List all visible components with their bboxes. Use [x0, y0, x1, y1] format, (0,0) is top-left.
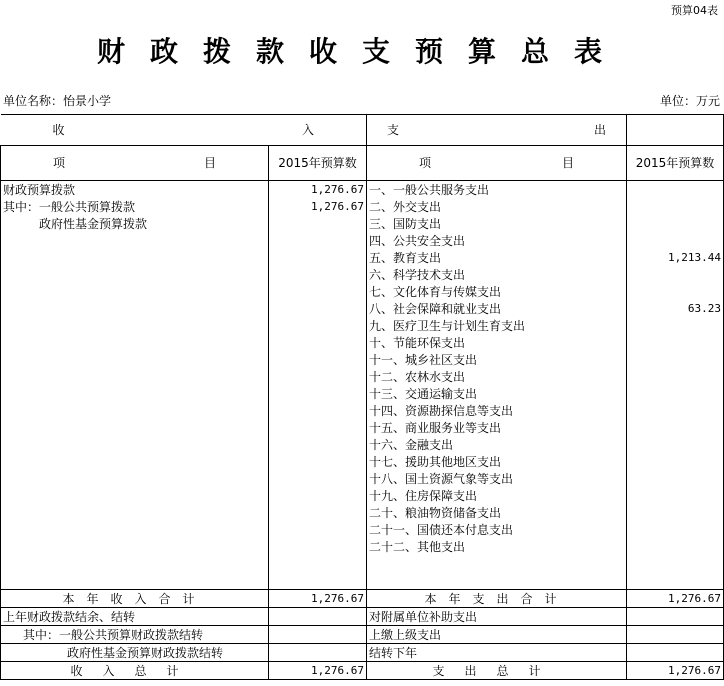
carry-value [269, 608, 367, 626]
upper-label: 上缴上级支出 [367, 626, 627, 644]
expense-item-label: 十二、农林水支出 [367, 368, 627, 385]
income-item-value [269, 351, 367, 368]
expense-item-value [627, 317, 724, 334]
year-income-total-label: 本年收入合计 [1, 590, 269, 608]
expense-item-label: 十八、国土资源气象等支出 [367, 470, 627, 487]
income-item-value [269, 283, 367, 300]
income-item-value: 1,276.67 [269, 198, 367, 215]
upper-value [627, 626, 724, 644]
expense-item-header [367, 146, 627, 181]
income-item-label [1, 419, 269, 436]
expense-item-value [627, 487, 724, 504]
expense-item-label: 二十二、其他支出 [367, 538, 627, 555]
currency-unit-label: 单位：万元 [659, 94, 720, 108]
carry-sub1-value [269, 626, 367, 644]
carry-row [1, 608, 724, 626]
expense-item-value [627, 453, 724, 470]
expense-item-value: 63.23 [627, 300, 724, 317]
table-row [1, 266, 724, 283]
income-item-value [269, 572, 367, 590]
expense-item-label [367, 572, 627, 590]
table-row [1, 419, 724, 436]
expense-item-value [627, 521, 724, 538]
income-item-label [1, 351, 269, 368]
table-row [1, 538, 724, 555]
table-row [1, 555, 724, 572]
expense-item-label: 九、医疗卫生与计划生育支出 [367, 317, 627, 334]
year-expense-total-label: 本年支出合计 [367, 590, 627, 608]
income-item-label: 财政预算拨款 [1, 181, 269, 199]
expense-item-label: 五、教育支出 [367, 249, 627, 266]
income-item-value [269, 385, 367, 402]
income-item-value [269, 249, 367, 266]
expense-item-label: 八、社会保障和就业支出 [367, 300, 627, 317]
income-header-right: 入 [301, 123, 314, 137]
expense-item-label: 二十、粮油物资储备支出 [367, 504, 627, 521]
expense-item-value [627, 470, 724, 487]
expense-item-value [627, 351, 724, 368]
unit-name-label: 单位名称：怡景小学 [3, 94, 112, 108]
expense-item-label: 十四、资源勘探信息等支出 [367, 402, 627, 419]
total-expense-value: 1,276.67 [627, 662, 724, 680]
carry-sub2-label: 政府性基金预算财政拨款结转 [1, 644, 269, 662]
income-item-right: 目 [203, 156, 216, 170]
table-row [1, 300, 724, 317]
table-row [1, 436, 724, 453]
income-item-label: 其中：一般公共预算拨款 [1, 198, 269, 215]
income-item-value [269, 436, 367, 453]
income-item-label [1, 266, 269, 283]
expense-item-label: 四、公共安全支出 [367, 232, 627, 249]
table-body [1, 181, 724, 590]
table-row [1, 215, 724, 232]
expense-section-header [367, 115, 627, 146]
carry-sub2-value [269, 644, 367, 662]
income-item-label [1, 470, 269, 487]
expense-item-value [627, 436, 724, 453]
expense-item-label: 十七、援助其他地区支出 [367, 453, 627, 470]
expense-item-label: 七、文化体育与传媒支出 [367, 283, 627, 300]
sub-unit-value [627, 608, 724, 626]
income-item-label [1, 436, 269, 453]
table-row [1, 368, 724, 385]
income-item-label [1, 538, 269, 555]
income-item-value [269, 538, 367, 555]
sub-unit-label: 对附属单位补助支出 [367, 608, 627, 626]
expense-header-right: 出 [593, 123, 606, 137]
table-row [1, 249, 724, 266]
expense-item-value: 1,213.44 [627, 249, 724, 266]
expense-item-value [627, 572, 724, 590]
income-item-label [1, 283, 269, 300]
table-row [1, 470, 724, 487]
income-item-value [269, 470, 367, 487]
income-section-header [1, 115, 367, 146]
income-item-value: 1,276.67 [269, 181, 367, 199]
income-item-label [1, 521, 269, 538]
income-item-value [269, 334, 367, 351]
income-item-value [269, 402, 367, 419]
total-income-label: 收入总计 [1, 662, 269, 680]
form-number: 预算04表 [671, 4, 718, 17]
expense-item-value [627, 283, 724, 300]
income-item-label [1, 317, 269, 334]
expense-item-value [627, 181, 724, 199]
income-item-value [269, 555, 367, 572]
income-item-label [1, 572, 269, 590]
expense-item-label: 一、一般公共服务支出 [367, 181, 627, 199]
income-item-value [269, 419, 367, 436]
expense-item-label: 十三、交通运输支出 [367, 385, 627, 402]
income-item-value [269, 521, 367, 538]
income-item-value [269, 453, 367, 470]
income-item-label: 政府性基金预算拨款 [1, 215, 269, 232]
table-row [1, 504, 724, 521]
table-row [1, 351, 724, 368]
income-item-label [1, 504, 269, 521]
expense-item-value [627, 419, 724, 436]
income-item-value [269, 317, 367, 334]
expense-item-label: 十一、城乡社区支出 [367, 351, 627, 368]
income-item-value [269, 504, 367, 521]
expense-item-label [367, 555, 627, 572]
expense-item-value [627, 232, 724, 249]
income-item-label [1, 368, 269, 385]
expense-item-label: 十六、金融支出 [367, 436, 627, 453]
expense-item-value [627, 334, 724, 351]
grand-total-row [1, 662, 724, 680]
table-row [1, 572, 724, 590]
expense-item-right: 目 [561, 156, 574, 170]
table-row [1, 487, 724, 504]
table-row [1, 198, 724, 215]
year-expense-total-value: 1,276.67 [627, 590, 724, 608]
table-row [1, 402, 724, 419]
income-item-value [269, 215, 367, 232]
table-row [1, 317, 724, 334]
total-income-value: 1,276.67 [269, 662, 367, 680]
expense-item-left: 项 [419, 156, 432, 170]
expense-item-label: 十九、住房保障支出 [367, 487, 627, 504]
expense-item-value [627, 215, 724, 232]
table-row [1, 334, 724, 351]
income-item-value [269, 300, 367, 317]
income-budget-header: 2015年预算数 [269, 146, 367, 181]
budget-summary-table [0, 114, 724, 680]
carry-sub1-row [1, 626, 724, 644]
income-item-label [1, 334, 269, 351]
total-expense-label: 支出总计 [367, 662, 627, 680]
carry-next-label: 结转下年 [367, 644, 627, 662]
income-item-value [269, 487, 367, 504]
table-row [1, 283, 724, 300]
income-item-value [269, 368, 367, 385]
income-item-label [1, 402, 269, 419]
expense-item-label: 六、科学技术支出 [367, 266, 627, 283]
expense-item-label: 二十一、国债还本付息支出 [367, 521, 627, 538]
income-item-left: 项 [53, 156, 66, 170]
income-item-label [1, 487, 269, 504]
expense-item-label: 十、节能环保支出 [367, 334, 627, 351]
expense-item-label: 三、国防支出 [367, 215, 627, 232]
expense-item-value [627, 368, 724, 385]
table-row [1, 521, 724, 538]
expense-item-value [627, 198, 724, 215]
expense-item-value [627, 504, 724, 521]
table-row [1, 453, 724, 470]
income-item-value [269, 232, 367, 249]
year-total-row [1, 590, 724, 608]
income-item-value [269, 266, 367, 283]
page-title: 财政拨款收支预算总表 [96, 35, 627, 68]
income-item-label [1, 385, 269, 402]
expense-item-value [627, 266, 724, 283]
expense-item-value [627, 555, 724, 572]
expense-item-value [627, 385, 724, 402]
income-item-label [1, 249, 269, 266]
carry-sub2-row [1, 644, 724, 662]
income-item-label [1, 555, 269, 572]
expense-item-label: 十五、商业服务业等支出 [367, 419, 627, 436]
income-item-label [1, 232, 269, 249]
income-item-label [1, 300, 269, 317]
carry-next-value [627, 644, 724, 662]
table-row [1, 181, 724, 199]
header-row-sections [1, 115, 724, 146]
expense-budget-header: 2015年预算数 [627, 146, 724, 181]
table-row [1, 232, 724, 249]
carry-sub1-label: 其中：一般公共预算财政拨款结转 [1, 626, 269, 644]
carry-label: 上年财政拨款结余、结转 [1, 608, 269, 626]
table-row [1, 385, 724, 402]
expense-item-label: 二、外交支出 [367, 198, 627, 215]
expense-section-header-blank [627, 115, 724, 146]
expense-item-value [627, 538, 724, 555]
income-item-header [1, 146, 269, 181]
year-income-total-value: 1,276.67 [269, 590, 367, 608]
income-header-left: 收 [52, 123, 65, 137]
income-item-label [1, 453, 269, 470]
header-row-columns [1, 146, 724, 181]
expense-item-value [627, 402, 724, 419]
expense-header-left: 支 [387, 123, 400, 137]
